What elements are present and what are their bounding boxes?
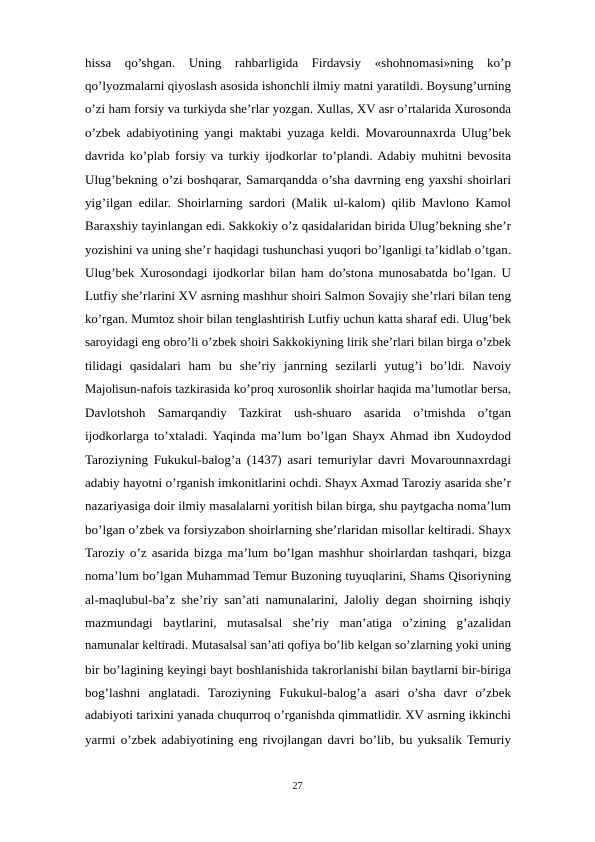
text-line: Ulug’bek Xurosondagi ijodkorlar bilan ham do’stona munosabatda bo’lgan. U xyxy=(85,264,511,280)
text-line: mazmundagi baytlarini, mutasalsal she’riy man’atiga o’zining g’azalidan xyxy=(85,614,511,630)
text-line: Baraxshiy tayinlangan edi. Sakkokiy o’z qasidalaridan birida Ulug’bekning she’r xyxy=(85,218,511,234)
text-line: nazariyasiga doir ilmiy masalalarni yoritish bilan birga, shu paytgacha noma’lum xyxy=(85,498,511,514)
text-line: noma’lum bo’lgan Muhammad Temur Buzoning tuyuqlarini, Shams Qisoriyning xyxy=(85,568,511,584)
text-line: Taroziy o’z asarida bizga ma’lum bo’lgan mashhur shoirlardan tashqari, bizga xyxy=(85,544,511,560)
text-line: saroyidagi eng obro’li o’zbek shoiri Sakkokiyning lirik she’rlari bilan birga o’zbek xyxy=(85,334,511,349)
text-line: yarmi o’zbek adabiyotining eng rivojlangan davri bo’lib, bu yuksalik Temuriy xyxy=(85,731,511,747)
text-line: davrida ko’plab forsiy va turkiy ijodkorlar to’plandi. Adabiy muhitni bevosita xyxy=(85,148,511,164)
text-line: ko’rgan. Mumtoz shoir bilan tenglashtirish Lutfiy uchun katta sharaf edi. Ulug’bek xyxy=(85,311,511,326)
text-line: bo’lgan o’zbek va forsiyzabon shoirlarning she’rlaridan misollar keltiradi. Shayx xyxy=(85,521,511,537)
text-line: adabiy hayotni o’rganish imkonitlarini ochdi. Shayx Axmad Taroziy asarida she’r xyxy=(85,474,511,490)
text-line: Taroziyning Fukukul-balog’a (1437) asari temuriylar davri Movarounnaxrdagi xyxy=(85,451,511,467)
text-line: yig’ilgan edilar. Shoirlarning sardori (Malik ul-kalom) qilib Mavlono Kamol xyxy=(85,194,511,210)
text-line: Majolisun-nafois tazkirasida ko’proq xurosonlik shoirlar haqida ma’lumotlar bersa, xyxy=(85,381,511,396)
body-text xyxy=(85,51,511,751)
text-line: adabiyoti tarixini yanada chuqurroq o’rganishda qimmatlidir. XV asrning ikkinchi xyxy=(85,708,511,723)
text-line: bog’lashni anglatadi. Taroziyning Fukukul-balog’a asari o’sha davr o’zbek xyxy=(85,684,511,700)
text-line: o’zi ham forsiy va turkiyda she’rlar yozgan. Xullas, XV asr o’rtalarida Xurosonda xyxy=(85,101,511,116)
text-line: Davlotshoh Samarqandiy Tazkirat ush-shuaro asarida o’tmishda o’tgan xyxy=(85,404,511,420)
text-line: Lutfiy she’rlarini XV asrning mashhur shoiri Salmon Sovajiy she’rlari bilan teng xyxy=(85,288,511,304)
text-line: qo’lyozmalarni qiyoslash asosida ishonchli ilmiy matni yaratildi. Boysung’urning xyxy=(85,78,511,94)
page-number: 27 xyxy=(292,781,303,792)
text-line: namunalar keltiradi. Mutasalsal san’ati qofiya bo’lib kelgan so’zlarning yoki uning xyxy=(85,638,511,653)
text-line: tilidagi qasidalari ham bu she’riy janrning sezilarli yutug’i bo’ldi. Navoiy xyxy=(85,358,511,374)
text-line: ijodkorlarga to’xtaladi. Yaqinda ma’lum bo’lgan Shayx Ahmad ibn Xudoydod xyxy=(85,428,511,444)
text-line: hissa qo’shgan. Uning rahbarligida Firdavsiy «shohnomasi»ning ko’p xyxy=(85,55,511,70)
text-line: al-maqlubul-ba’z she’riy san’ati namunalarini, Jaloliy degan shoirning ishqiy xyxy=(85,591,511,607)
text-line: o’zbek adabiyotining yangi maktabi yuzaga keldi. Movarounnaxrda Ulug’bek xyxy=(85,124,511,140)
text-line: bir bo’lagining keyingi bayt boshlanishida takrorlanishi bilan baytlarni bir-biriga xyxy=(85,661,511,677)
text-line: Ulug’bekning o’zi boshqarar, Samarqandda o’sha davrning eng yaxshi shoirlari xyxy=(85,171,511,187)
text-line: yozishini va uning she’r haqidagi tushunchasi yuqori bo’lganligi ta’kidlab o’tgan. xyxy=(85,241,511,257)
